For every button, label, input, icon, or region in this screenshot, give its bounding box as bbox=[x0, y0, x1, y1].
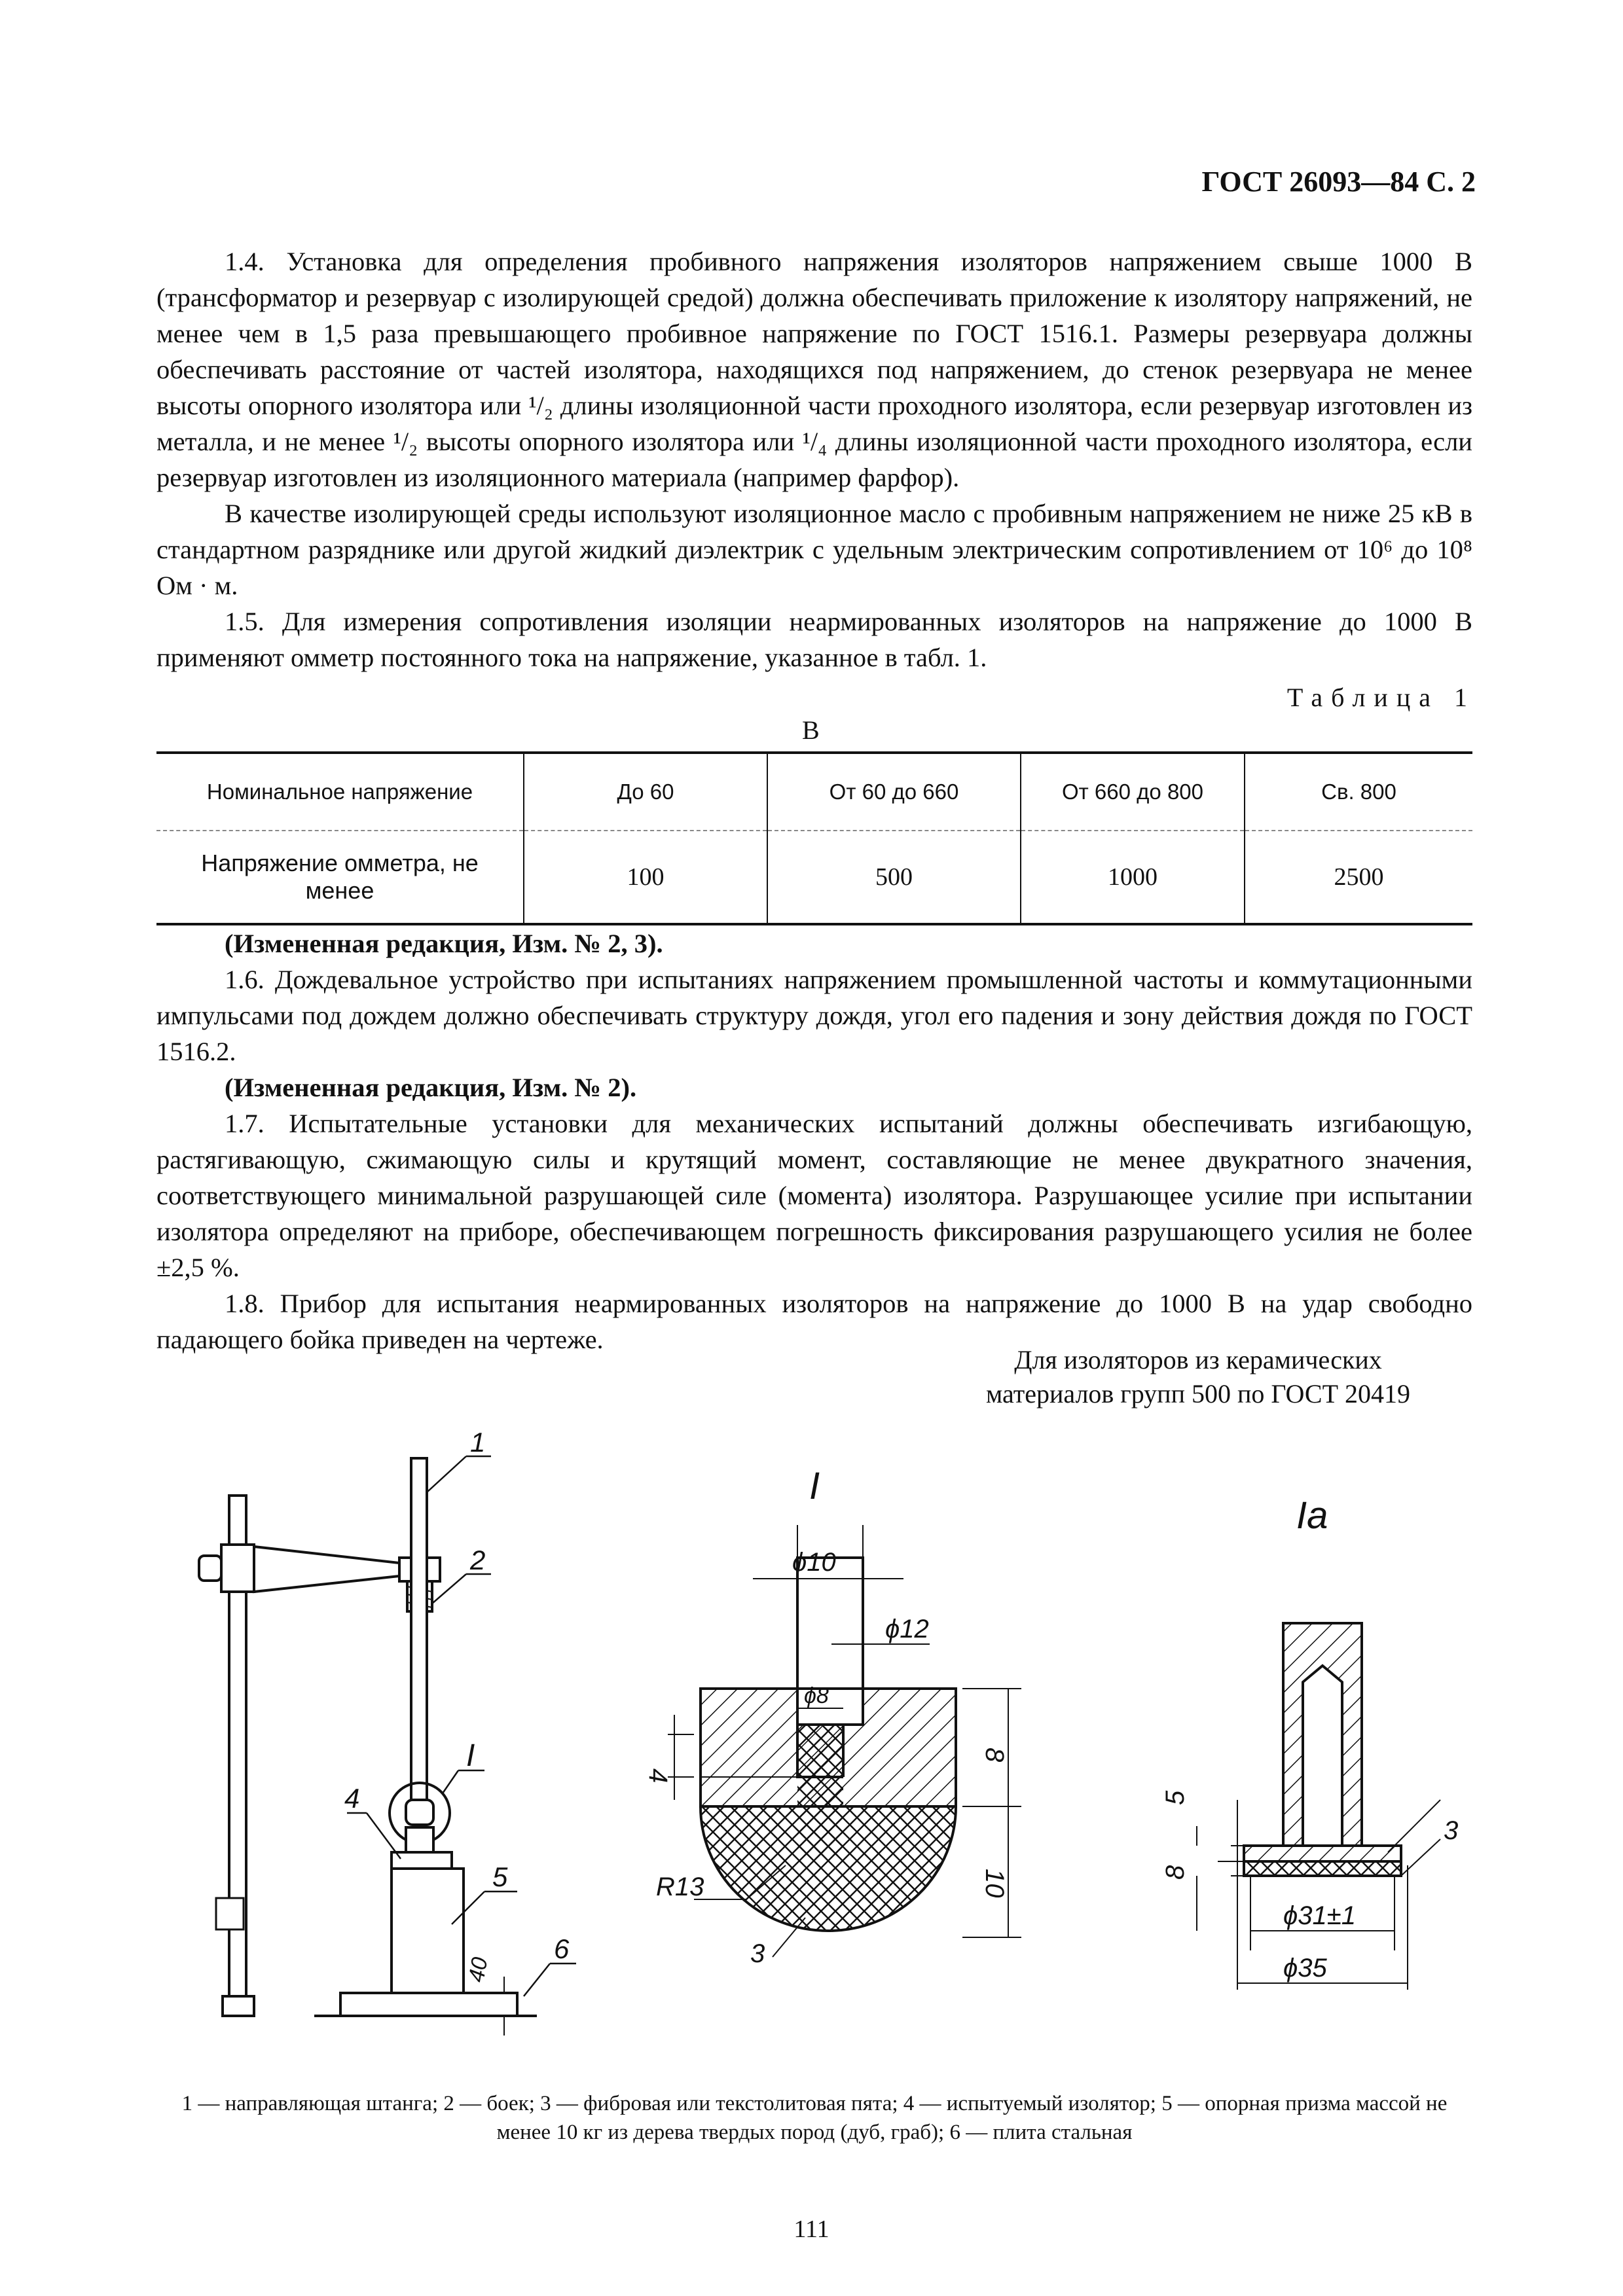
table-header-row bbox=[156, 753, 1472, 831]
table-cell: 100 bbox=[524, 831, 767, 924]
revision-note: (Измененная редакция, Изм. № 2). bbox=[225, 1073, 637, 1102]
label-1: 1 bbox=[470, 1427, 486, 1458]
dim-R13: R13 bbox=[656, 1873, 704, 1901]
section-1-4 bbox=[156, 243, 1472, 675]
label-4: 4 bbox=[344, 1783, 360, 1814]
dim-phi12: ϕ12 bbox=[885, 1615, 929, 1643]
label-3-view-I: 3 bbox=[750, 1939, 765, 1968]
view-I-title: I bbox=[809, 1465, 820, 1507]
table-cell: 500 bbox=[767, 831, 1021, 924]
paragraph-1-5: 1.5. Для измерения сопротивления изоляции неармированных изоляторов на напряжение до 1000 В применяют омметр постоянного тока на напряжение, указанное в табл. 1. bbox=[156, 607, 1472, 672]
figure-legend: 1 — направляющая штанга; 2 — боек; 3 — фибровая или текстолитовая пята; 4 — испытуемый изолятор; 5 — опорная призма массой не менее 10 кг из дерева твердых пород (дуб, граб); 6 — плита стальная bbox=[181, 2092, 1448, 2144]
label-2: 2 bbox=[470, 1545, 486, 1575]
table-header-cell: От 660 до 800 bbox=[1021, 753, 1245, 831]
apparatus-view bbox=[199, 1456, 576, 2036]
revision-note: (Измененная редакция, Изм. № 2, 3). bbox=[225, 929, 663, 958]
section-1-6-1-8 bbox=[156, 925, 1472, 1357]
label-5: 5 bbox=[492, 1861, 508, 1892]
table-row bbox=[156, 831, 1472, 924]
voltage-table bbox=[156, 751, 1472, 925]
table-cell: Напряжение омметра, не менее bbox=[156, 831, 524, 924]
dim-5: 5 bbox=[1161, 1790, 1190, 1805]
paragraph-1-8: 1.8. Прибор для испытания неармированных изоляторов на напряжение до 1000 В на удар свободно падающего бойка приведен на чертеже. bbox=[156, 1289, 1472, 1354]
view-Ia-title: Ia bbox=[1296, 1494, 1328, 1537]
paragraph-1-7: 1.7. Испытательные установки для механических испытаний должны обеспечивать изгибающую, растягивающую, сжимающую силы и крутящий момент, составляющие не менее двукратного значения, соответствующего минимальной разрушающей силе (момента) изолятора. Разрушающее усилие при испытании изолятора определяют на приборе, обеспечивающем погрешность фиксирования разрушающего усилия не более ±2,5 %. bbox=[156, 1109, 1472, 1282]
dim-phi8: ϕ8 bbox=[804, 1683, 829, 1708]
label-3-view-Ia: 3 bbox=[1444, 1816, 1459, 1845]
impact-device-drawing bbox=[0, 1407, 1623, 2088]
detail-view-Ia bbox=[1197, 1623, 1440, 1990]
table-header-cell: До 60 bbox=[524, 753, 767, 831]
table-cell: 1000 bbox=[1021, 831, 1245, 924]
table-header-cell: От 60 до 660 bbox=[767, 753, 1021, 831]
dim-phi31: ϕ31±1 bbox=[1283, 1901, 1356, 1930]
table-header-cell: Номинальное напряжение bbox=[156, 753, 524, 831]
dim-8: 8 bbox=[980, 1748, 1009, 1763]
table-cell: 2500 bbox=[1245, 831, 1472, 924]
dim-phi10: ϕ10 bbox=[792, 1548, 836, 1577]
paragraph-1-4: 1.4. Установка для определения пробивного напряжения изоляторов напряжением свыше 1000 В (трансформатор и резервуар с изолирующей средой) должна обеспечивать приложение к изолятору напряжений, не менее чем в 1,5 раза превышающего пробивное напряжение по ГОСТ 1516.1. Размеры резервуара должны обеспечивать расстояние от частей изолятора, находящихся под напряжением, до стенок резервуара не менее высоты опорного изолятора или ¹/₂ длины изоляционной части проходного изолятора, если резервуар изготовлен из металла, и не менее ¹/₂ высоты опорного изолятора или ¹/₄ длины изоляционной части проходного изолятора, если резервуар изготовлен из изоляционного материала (например фарфор). bbox=[156, 247, 1472, 492]
dim-4: 4 bbox=[644, 1768, 672, 1784]
table-unit: В bbox=[802, 715, 820, 745]
dim-phi35: ϕ35 bbox=[1283, 1954, 1327, 1982]
dim-10: 10 bbox=[980, 1869, 1009, 1898]
label-6: 6 bbox=[554, 1933, 570, 1964]
dim-8-Ia: 8 bbox=[1161, 1865, 1190, 1880]
table-header-cell: Св. 800 bbox=[1245, 753, 1472, 831]
figure-note: Для изоляторов из керамических материалов групп 500 по ГОСТ 20419 bbox=[985, 1345, 1411, 1408]
page-header: ГОСТ 26093—84 С. 2 bbox=[1201, 166, 1476, 198]
paragraph-1-6: 1.6. Дождевальное устройство при испытаниях напряжением промышленной частоты и коммутационными импульсами под дождем должно обеспечивать структуру дождя, угол его падения и зону действия дождя по ГОСТ 1516.2. bbox=[156, 965, 1472, 1066]
table-caption: Таблица 1 bbox=[1286, 683, 1476, 712]
label-40: 40 bbox=[464, 1955, 493, 1984]
label-view-I: I bbox=[466, 1738, 475, 1773]
detail-view-I bbox=[668, 1525, 1021, 1957]
page-number: 111 bbox=[793, 2215, 830, 2243]
paragraph-1-4-medium: В качестве изолирующей среды используют изоляционное масло с пробивным напряжением не ниже 25 кВ в стандартном разряднике или другой жидкий диэлектрик с удельным электрическим сопротивлением от 10⁶ до 10⁸ Ом · м. bbox=[156, 499, 1472, 600]
